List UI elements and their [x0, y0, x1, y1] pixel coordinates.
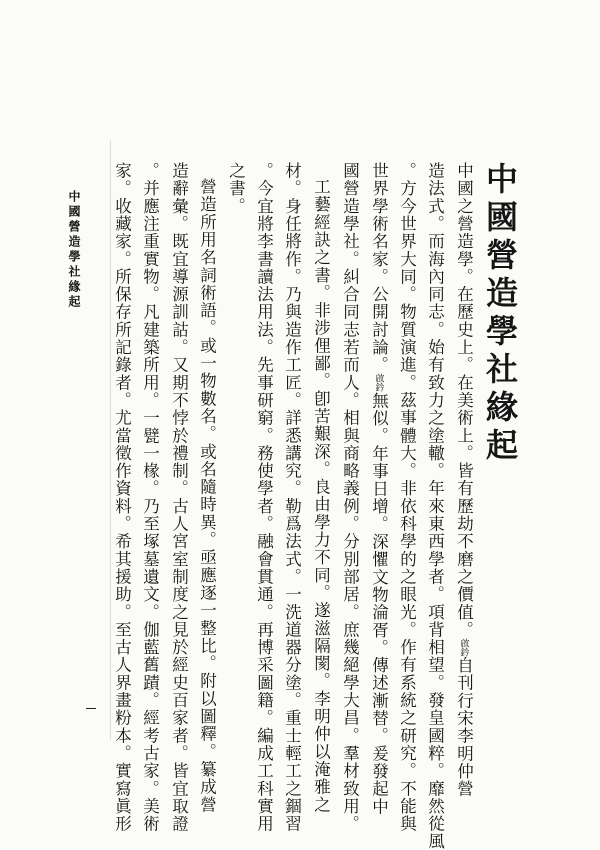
text-column-6: 工藝經訣之書。非涉俚鄙。卽苦艱深。良由學力不同。遂滋隔閡。李明仲以淹雅之: [311, 178, 331, 814]
author-name-note: 啟鈐: [458, 638, 469, 657]
text-column-11: 造辭彙。既宜導源訓詁。又期不悖於禮制。古人宮室制度之見於經史百家者。皆宜取證: [169, 162, 189, 833]
text-column-9: 之書。: [226, 162, 246, 215]
page-number: [86, 708, 96, 709]
text-column-4: 世界學術名家。公開討論。啟鈐無似。年事日增。深懼文物淪胥。傳述漸替。爰發起中: [369, 162, 389, 816]
running-title: 中國營造學社緣起: [67, 190, 81, 310]
author-name-note: 啟鈐: [373, 373, 384, 392]
text-column-12: 。并應注重實物。凡建築所用。一甓一椽。乃至塚墓遺文。伽藍舊蹟。經考古家。美術: [140, 162, 160, 833]
text-column-10: 營造所用名詞術語。或一物數名。或名隨時異。亟應逐一整比。附以圖釋。纂成營: [197, 178, 217, 814]
text-column-7: 材。身任將作。乃與造作工匠。詳悉講究。勒爲法式。一洗道器分塗。重士輕工之錮習: [282, 162, 302, 833]
text-column-3: 。方今世界大同。物質演進。茲事體大。非依科學的之眼光。作有系統之研究。不能與: [397, 162, 417, 833]
text-column-8: 。今宜將李書讀法用法。先事研窮。務使學者。融會貫通。再博采圖籍。編成工科實用: [254, 162, 274, 833]
heading: 中國營造學社緣起: [481, 162, 519, 466]
text-column-2: 造法式。而海內同志。始有致力之塗轍。年來東西學者。項背相望。發皇國粹。靡然從風: [425, 162, 445, 850]
page-crease: [110, 140, 111, 740]
text-column-13: 家。收藏家。所保存所記錄者。尤當徵作資料。希其援助。至古人界畫粉本。實寫眞形: [112, 162, 132, 833]
text-column-5: 國營造學社。糾合同志若而人。相與商略義例。分別部居。庶幾絕學大昌。羣材致用。: [340, 162, 360, 833]
text-column-1: 中國之營造學。在歷史上。在美術上。皆有歷劫不磨之價值。啟鈐自刊行宋李明仲營: [454, 162, 474, 798]
